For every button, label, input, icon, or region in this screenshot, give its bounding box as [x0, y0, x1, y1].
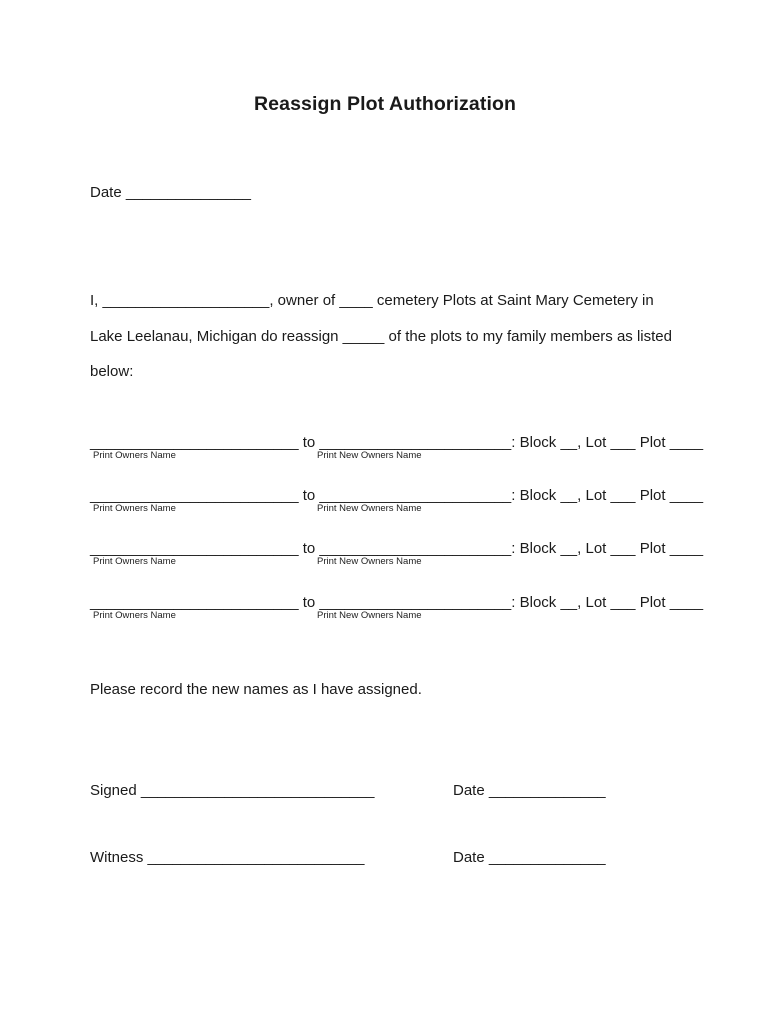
document-title: Reassign Plot Authorization: [254, 93, 516, 115]
witness-field: Witness __________________________: [90, 849, 365, 866]
signed-field: Signed ____________________________: [90, 782, 375, 799]
reassign-row-4-owner-caption: Print Owners Name: [93, 610, 176, 621]
reassign-row-3-new-owner-caption: Print New Owners Name: [317, 556, 422, 567]
reassign-row-2-line: _________________________ to _______________________: Block __, Lot ___ Plot ____: [90, 487, 704, 504]
reassign-row-1-new-owner-caption: Print New Owners Name: [317, 450, 422, 461]
reassign-row-1-line: _________________________ to _______________________: Block __, Lot ___ Plot ____: [90, 434, 704, 451]
reassign-row-1-owner-caption: Print Owners Name: [93, 450, 176, 461]
reassign-row-3-line: _________________________ to _______________________: Block __, Lot ___ Plot ____: [90, 540, 704, 557]
body-text-line-1: I, ____________________, owner of ____ cemetery Plots at Saint Mary Cemetery in: [90, 292, 654, 309]
record-note: Please record the new names as I have assigned.: [90, 681, 422, 698]
body-text-line-3: below:: [90, 363, 134, 380]
reassign-row-4-new-owner-caption: Print New Owners Name: [317, 610, 422, 621]
reassign-row-2-owner-caption: Print Owners Name: [93, 503, 176, 514]
reassign-row-2-new-owner-caption: Print New Owners Name: [317, 503, 422, 514]
reassign-row-3-owner-caption: Print Owners Name: [93, 556, 176, 567]
body-text-line-2: Lake Leelanau, Michigan do reassign _____ of the plots to my family members as listed: [90, 328, 672, 345]
date-field: Date _______________: [90, 184, 251, 201]
reassign-row-4-line: _________________________ to _______________________: Block __, Lot ___ Plot ____: [90, 594, 704, 611]
witness-date-field: Date ______________: [453, 849, 606, 866]
signed-date-field: Date ______________: [453, 782, 606, 799]
